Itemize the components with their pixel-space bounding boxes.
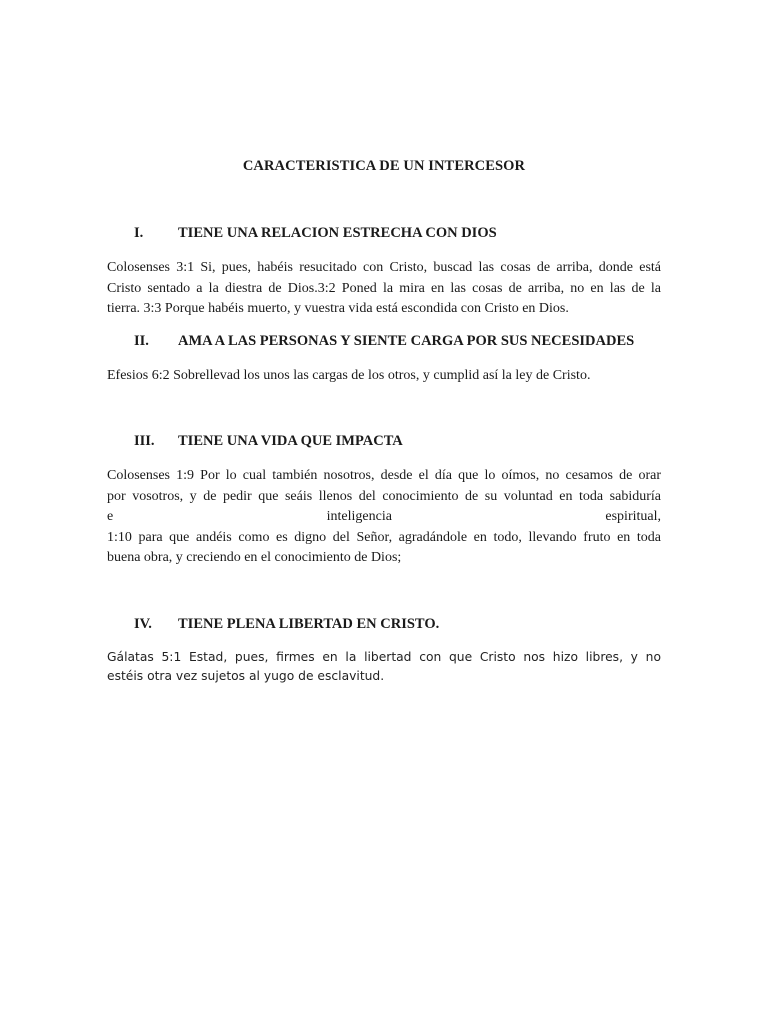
body-line: buena obra, y creciendo en el conocimiento de Dios; (107, 550, 402, 565)
section-title-2: AMA A LAS PERSONAS Y SIENTE CARGA POR SUS NECESIDADES (178, 333, 635, 349)
section-body-2 (107, 366, 661, 387)
document-title: CARACTERISTICA DE UN INTERCESOR (242, 158, 526, 174)
body-line: Cristo sentado a la diestra de Dios.3:2 Poned la mira en las cosas de arriba, no en las de la (107, 280, 661, 296)
body-line: estéis otra vez sujetos al yugo de esclavitud. (107, 669, 385, 683)
body-line: Efesios 6:2 Sobrellevad los unos las cargas de los otros, y cumplid así la ley de Cristo. (107, 368, 591, 383)
body-line: Colosenses 1:9 Por lo cual también nosotros, desde el día que lo oímos, no cesamos de orar (107, 468, 661, 483)
section-numeral-3: III. (134, 433, 155, 449)
body-line: 1:10 para que andéis como es digno del Señor, agradándole en todo, llevando fruto en toda (107, 529, 661, 545)
body-line: por vosotros, y de pedir que seáis llenos del conocimiento de su voluntad en toda sabiduría (107, 488, 661, 504)
section-title-4: TIENE PLENA LIBERTAD EN CRISTO. (178, 616, 440, 632)
section-numeral-1: I. (134, 225, 144, 241)
body-line: Gálatas 5:1 Estad, pues, firmes en la libertad con que Cristo nos hizo libres, y no (107, 650, 661, 664)
body-line: e inteligencia espiritual, (107, 509, 661, 524)
section-title-1: TIENE UNA RELACION ESTRECHA CON DIOS (178, 225, 497, 241)
section-body-4 (107, 648, 661, 686)
section-numeral-2: II. (134, 333, 149, 349)
section-body-1 (107, 258, 661, 320)
body-line: Colosenses 3:1 Si, pues, habéis resucitado con Cristo, buscad las cosas de arriba, donde está (107, 260, 661, 275)
section-title-3: TIENE UNA VIDA QUE IMPACTA (178, 433, 403, 449)
section-numeral-4: IV. (134, 616, 152, 632)
body-line: tierra. 3:3 Porque habéis muerto, y vuestra vida está escondida con Cristo en Dios. (107, 301, 569, 316)
section-body-3 (107, 466, 661, 569)
